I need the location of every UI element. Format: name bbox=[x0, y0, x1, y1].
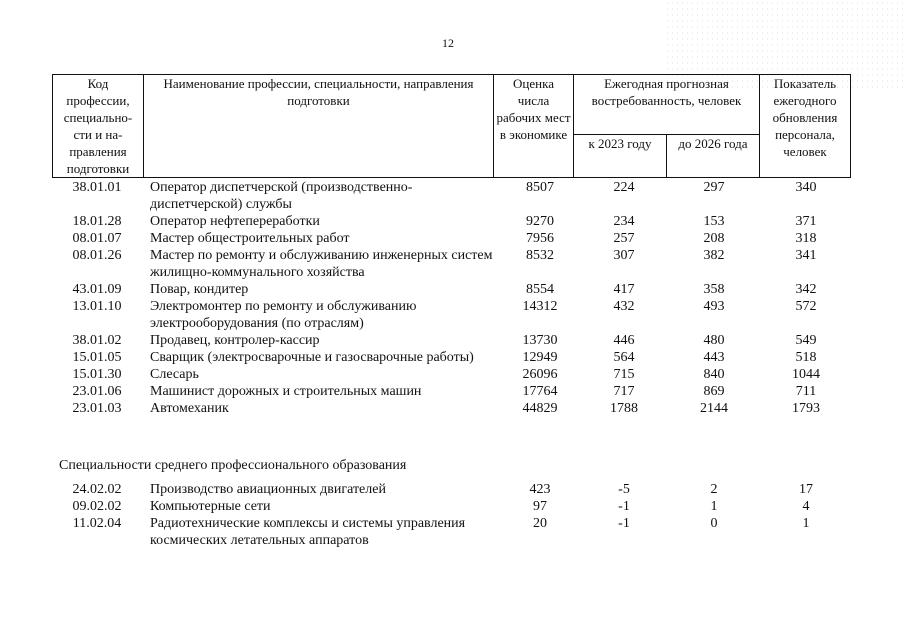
row-name: Радиотехнические комплексы и системы управления космических летательных аппаратов bbox=[150, 516, 466, 548]
row-2026: 480 bbox=[703, 333, 725, 348]
table-row bbox=[52, 281, 852, 298]
row-name: Оператор диспетчерской (производственно-диспетчерской) службы bbox=[150, 180, 413, 212]
row-2026: 297 bbox=[703, 180, 725, 195]
row-indicator: 341 bbox=[795, 248, 817, 263]
row-estimate: 423 bbox=[529, 482, 551, 497]
header-2026: до 2026 года bbox=[667, 135, 760, 178]
row-2023: -1 bbox=[618, 516, 630, 531]
row-name: Повар, кондитер bbox=[150, 282, 249, 297]
row-2023: 417 bbox=[613, 282, 635, 297]
row-2023: 234 bbox=[613, 214, 635, 229]
row-estimate: 8507 bbox=[526, 180, 554, 195]
table-body-section2 bbox=[52, 481, 852, 549]
row-estimate: 20 bbox=[533, 516, 547, 531]
row-2026: 493 bbox=[703, 299, 725, 314]
header-name: Наименование профессии, специальности, направления подготовки bbox=[144, 75, 494, 178]
header-code: Код профессии, специально-сти и на-правления подготовки bbox=[53, 75, 144, 178]
row-indicator: 340 bbox=[795, 180, 817, 195]
header-estimate: Оценка числа рабочих мест в экономике bbox=[494, 75, 574, 178]
table-body bbox=[52, 179, 852, 417]
row-2026: 869 bbox=[703, 384, 725, 399]
row-name: Оператор нефтепереработки bbox=[150, 214, 320, 229]
row-name: Производство авиационных двигателей bbox=[150, 482, 386, 497]
row-estimate: 14312 bbox=[522, 299, 558, 314]
row-2026: 2144 bbox=[700, 401, 728, 416]
row-2026: 153 bbox=[703, 214, 725, 229]
row-2023: -5 bbox=[618, 482, 630, 497]
row-code: 23.01.06 bbox=[72, 384, 122, 399]
row-name: Автомеханик bbox=[150, 401, 229, 416]
row-code: 13.01.10 bbox=[72, 299, 122, 314]
table-header bbox=[52, 74, 851, 178]
table-row bbox=[52, 515, 852, 549]
row-2026: 443 bbox=[703, 350, 725, 365]
row-estimate: 26096 bbox=[522, 367, 558, 382]
row-2026: 840 bbox=[703, 367, 725, 382]
row-indicator: 549 bbox=[795, 333, 817, 348]
row-estimate: 8554 bbox=[526, 282, 554, 297]
row-2023: 446 bbox=[613, 333, 635, 348]
row-2023: 224 bbox=[613, 180, 635, 195]
row-name: Продавец, контролер-кассир bbox=[150, 333, 320, 348]
row-name: Машинист дорожных и строительных машин bbox=[150, 384, 422, 399]
row-estimate: 17764 bbox=[522, 384, 558, 399]
table-row bbox=[52, 349, 852, 366]
table-row bbox=[52, 400, 852, 417]
row-indicator: 1044 bbox=[792, 367, 820, 382]
row-code: 23.01.03 bbox=[72, 401, 122, 416]
row-2023: 717 bbox=[613, 384, 635, 399]
row-2023: 257 bbox=[613, 231, 635, 246]
row-estimate: 97 bbox=[533, 499, 547, 514]
page-number: 12 bbox=[442, 36, 454, 50]
row-estimate: 12949 bbox=[522, 350, 558, 365]
row-code: 38.01.02 bbox=[72, 333, 122, 348]
row-2023: 564 bbox=[613, 350, 635, 365]
table-row bbox=[52, 498, 852, 515]
row-code: 43.01.09 bbox=[72, 282, 122, 297]
row-estimate: 44829 bbox=[522, 401, 558, 416]
table-row bbox=[52, 481, 852, 498]
row-indicator: 17 bbox=[799, 482, 813, 497]
row-code: 08.01.07 bbox=[72, 231, 122, 246]
row-2023: 307 bbox=[613, 248, 635, 263]
row-estimate: 8532 bbox=[526, 248, 554, 263]
table-row bbox=[52, 332, 852, 349]
header-2023: к 2023 году bbox=[574, 135, 667, 178]
row-2026: 382 bbox=[703, 248, 725, 263]
row-name: Сварщик (электросварочные и газосварочные работы) bbox=[150, 350, 474, 365]
table-row bbox=[52, 298, 852, 332]
table-row bbox=[52, 383, 852, 400]
row-2023: 432 bbox=[613, 299, 635, 314]
row-indicator: 318 bbox=[795, 231, 817, 246]
row-indicator: 572 bbox=[795, 299, 817, 314]
table-row bbox=[52, 366, 852, 383]
row-code: 09.02.02 bbox=[72, 499, 122, 514]
row-code: 15.01.05 bbox=[72, 350, 122, 365]
row-code: 08.01.26 bbox=[72, 248, 122, 263]
row-name: Компьютерные сети bbox=[150, 499, 271, 514]
row-name: Мастер общестроительных работ bbox=[150, 231, 350, 246]
row-2023: -1 bbox=[618, 499, 630, 514]
row-indicator: 342 bbox=[795, 282, 817, 297]
table-row bbox=[52, 247, 852, 281]
table-row bbox=[52, 230, 852, 247]
row-2026: 0 bbox=[710, 516, 718, 531]
row-code: 15.01.30 bbox=[72, 367, 122, 382]
row-indicator: 4 bbox=[802, 499, 810, 514]
row-2026: 2 bbox=[710, 482, 718, 497]
row-code: 11.02.04 bbox=[72, 516, 122, 531]
section-title: Специальности среднего профессионального образования bbox=[59, 458, 407, 473]
table-row bbox=[52, 179, 852, 213]
row-estimate: 9270 bbox=[526, 214, 554, 229]
row-code: 18.01.28 bbox=[72, 214, 122, 229]
row-indicator: 518 bbox=[795, 350, 817, 365]
row-2026: 358 bbox=[703, 282, 725, 297]
row-2026: 208 bbox=[703, 231, 725, 246]
row-indicator: 371 bbox=[795, 214, 817, 229]
row-2023: 715 bbox=[613, 367, 635, 382]
table-row bbox=[52, 213, 852, 230]
row-indicator: 1793 bbox=[792, 401, 820, 416]
row-indicator: 1 bbox=[802, 516, 810, 531]
row-name: Слесарь bbox=[150, 367, 199, 382]
row-2023: 1788 bbox=[610, 401, 638, 416]
row-code: 24.02.02 bbox=[72, 482, 122, 497]
row-estimate: 7956 bbox=[526, 231, 554, 246]
header-indicator: Показатель ежегодного обновления персонала, человек bbox=[760, 75, 851, 178]
header-forecast: Ежегодная прогнозная востребованность, человек bbox=[574, 75, 760, 135]
row-2026: 1 bbox=[710, 499, 718, 514]
row-name: Мастер по ремонту и обслуживанию инженерных систем жилищно-коммунального хозяйства bbox=[150, 248, 493, 280]
row-estimate: 13730 bbox=[522, 333, 558, 348]
row-name: Электромонтер по ремонту и обслуживанию электрооборудования (по отраслям) bbox=[150, 299, 417, 331]
row-indicator: 711 bbox=[795, 384, 817, 399]
row-code: 38.01.01 bbox=[72, 180, 122, 195]
